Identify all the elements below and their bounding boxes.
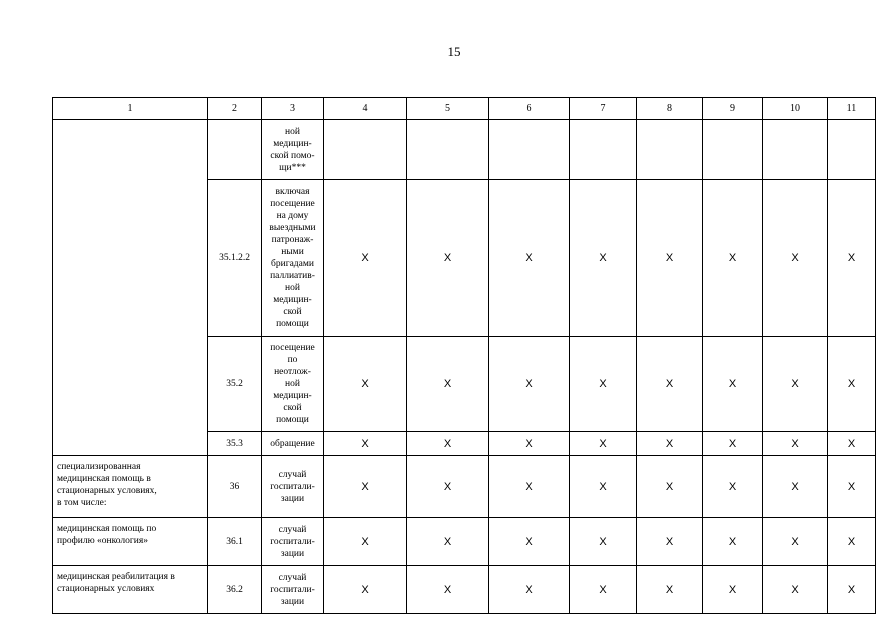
- row-unit-line: на дому: [276, 211, 309, 221]
- value-cell: X: [763, 432, 828, 456]
- row-unit-cell: [262, 518, 324, 566]
- row-code-cell: 36.2: [208, 566, 262, 614]
- value-cell: X: [828, 180, 876, 337]
- value-cell: [489, 120, 570, 180]
- value-cell: X: [763, 456, 828, 518]
- row-unit-line: паллиатив-: [270, 271, 315, 281]
- value-cell: X: [489, 456, 570, 518]
- row-code-cell: 35.1.2.2: [208, 180, 262, 337]
- row-code-cell: 35.3: [208, 432, 262, 456]
- row-unit-line: случай: [278, 524, 307, 535]
- value-cell: X: [407, 456, 489, 518]
- row-code-cell: [208, 120, 262, 180]
- value-cell: X: [703, 180, 763, 337]
- row-label-line: медицинская помощь в: [57, 474, 151, 484]
- row-code-cell: 36.1: [208, 518, 262, 566]
- value-cell: X: [489, 432, 570, 456]
- row-unit-line: зации: [280, 548, 305, 559]
- row-unit-line: случай: [278, 572, 307, 583]
- row-label-cell: [53, 518, 208, 566]
- header-cell: 8: [637, 98, 703, 120]
- row-label-line: медицинская реабилитация в: [57, 572, 175, 582]
- value-cell: X: [407, 337, 489, 432]
- value-cell: X: [570, 337, 637, 432]
- value-cell: X: [570, 432, 637, 456]
- value-cell: X: [703, 337, 763, 432]
- header-cell: 4: [324, 98, 407, 120]
- row-unit-line: ной: [285, 126, 300, 137]
- table-row: [53, 456, 876, 518]
- value-cell: X: [324, 566, 407, 614]
- row-unit-line: ской: [283, 403, 302, 413]
- row-label-line: в том числе:: [57, 498, 107, 508]
- value-cell: X: [324, 337, 407, 432]
- row-unit-line: обращение: [270, 438, 315, 449]
- row-unit-line: ной: [285, 283, 300, 293]
- row-unit-line: включая: [275, 187, 310, 197]
- row-unit-cell: [262, 566, 324, 614]
- value-cell: X: [637, 518, 703, 566]
- value-cell: X: [828, 432, 876, 456]
- value-cell: [828, 120, 876, 180]
- value-cell: X: [489, 566, 570, 614]
- page-number: 15: [447, 44, 461, 59]
- value-cell: X: [324, 456, 407, 518]
- value-cell: [703, 120, 763, 180]
- row-unit-line: зации: [280, 596, 305, 607]
- row-unit-line: медицин-: [273, 295, 312, 305]
- row-unit-line: госпитали-: [270, 536, 315, 547]
- row-label-line: стационарных условиях,: [57, 486, 157, 496]
- row-unit-line: случай: [278, 469, 307, 480]
- value-cell: X: [407, 180, 489, 337]
- row-unit-cell: [262, 120, 324, 180]
- header-cell: 3: [262, 98, 324, 120]
- row-unit-line: госпитали-: [270, 584, 315, 595]
- header-cell: 10: [763, 98, 828, 120]
- row-label-line: специализированная: [57, 462, 141, 472]
- row-unit-line: помощи: [276, 415, 309, 425]
- row-unit-line: ной: [285, 379, 300, 389]
- header-cell: 5: [407, 98, 489, 120]
- value-cell: [637, 120, 703, 180]
- row-label-line: медицинская помощь по: [57, 524, 157, 534]
- row-unit-line: неотлож-: [274, 367, 311, 377]
- value-cell: X: [407, 432, 489, 456]
- value-cell: X: [324, 432, 407, 456]
- row-label-cell: [53, 566, 208, 614]
- row-label-cell: [53, 120, 208, 456]
- table-header-row: [53, 98, 876, 120]
- value-cell: X: [637, 566, 703, 614]
- row-unit-line: ской: [283, 307, 302, 317]
- row-unit-line: медицин-: [273, 138, 312, 149]
- value-cell: X: [637, 432, 703, 456]
- value-cell: X: [637, 180, 703, 337]
- row-unit-line: по: [287, 355, 298, 365]
- header-cell: 6: [489, 98, 570, 120]
- row-unit-cell: [262, 337, 324, 432]
- row-unit-cell: [262, 180, 324, 337]
- table-row: [53, 120, 876, 180]
- row-unit-line: посещение: [270, 343, 315, 353]
- value-cell: X: [637, 337, 703, 432]
- value-cell: X: [703, 432, 763, 456]
- table-row: [53, 518, 876, 566]
- row-unit-line: ской помо-: [270, 150, 315, 161]
- value-cell: X: [828, 337, 876, 432]
- value-cell: X: [703, 456, 763, 518]
- value-cell: X: [489, 180, 570, 337]
- row-label-line: профилю «онкология»: [57, 536, 148, 546]
- value-cell: X: [489, 337, 570, 432]
- value-cell: X: [828, 518, 876, 566]
- row-code-cell: 35.2: [208, 337, 262, 432]
- value-cell: X: [407, 566, 489, 614]
- row-unit-line: госпитали-: [270, 481, 315, 492]
- table-row: [53, 566, 876, 614]
- row-unit-line: бригадами: [271, 259, 314, 269]
- value-cell: X: [703, 566, 763, 614]
- row-unit-cell: [262, 456, 324, 518]
- value-cell: X: [703, 518, 763, 566]
- row-label-line: стационарных условиях: [57, 584, 155, 594]
- value-cell: X: [407, 518, 489, 566]
- header-cell: 7: [570, 98, 637, 120]
- value-cell: X: [570, 456, 637, 518]
- value-cell: X: [324, 180, 407, 337]
- value-cell: [570, 120, 637, 180]
- row-label-cell: [53, 456, 208, 518]
- row-unit-line: ными: [281, 247, 304, 257]
- row-unit-line: помощи: [276, 319, 309, 329]
- value-cell: [763, 120, 828, 180]
- value-cell: X: [324, 518, 407, 566]
- value-cell: X: [489, 518, 570, 566]
- row-unit-line: щи***: [279, 162, 306, 173]
- data-table: [52, 97, 876, 614]
- value-cell: X: [828, 566, 876, 614]
- value-cell: X: [763, 566, 828, 614]
- header-cell: 9: [703, 98, 763, 120]
- header-cell: 2: [208, 98, 262, 120]
- row-unit-line: выездными: [269, 223, 316, 233]
- row-unit-line: зации: [280, 493, 305, 504]
- row-unit-line: посещение: [270, 199, 315, 209]
- row-unit-line: патронаж-: [271, 235, 314, 245]
- value-cell: [407, 120, 489, 180]
- value-cell: X: [828, 456, 876, 518]
- value-cell: X: [763, 337, 828, 432]
- value-cell: X: [763, 518, 828, 566]
- value-cell: X: [570, 180, 637, 337]
- value-cell: [324, 120, 407, 180]
- row-unit-cell: [262, 432, 324, 456]
- value-cell: X: [570, 566, 637, 614]
- row-unit-line: медицин-: [273, 391, 312, 401]
- header-cell: 11: [828, 98, 876, 120]
- value-cell: X: [570, 518, 637, 566]
- header-cell: 1: [53, 98, 208, 120]
- value-cell: X: [763, 180, 828, 337]
- row-code-cell: 36: [208, 456, 262, 518]
- value-cell: X: [637, 456, 703, 518]
